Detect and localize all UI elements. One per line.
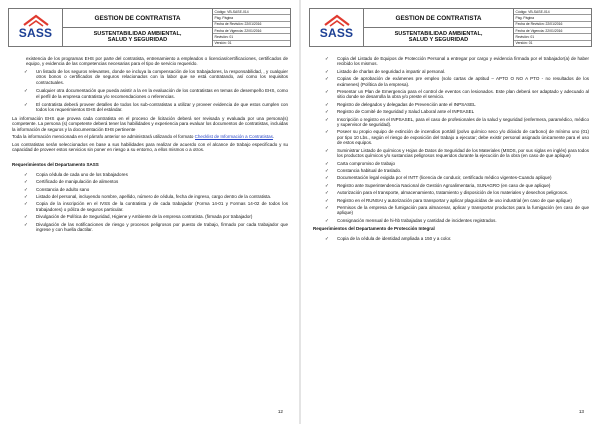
list-item: ✓ Registro ante Superintendencia Nacional de Gestión Agroalimentaria, SUNAGRO (en caso de que aplique) (325, 182, 551, 188)
list-item: ✓ Constancia habitual de traslado. (325, 167, 402, 173)
page-body (313, 56, 589, 243)
list-item: ✓ Listado de charlas de seguridad a impartir al personal. (325, 68, 446, 74)
bullet-list (12, 69, 288, 113)
header-title: GESTION DE CONTRATISTA (364, 9, 513, 28)
company-logo (9, 9, 63, 46)
check-icon: ✓ (325, 116, 329, 122)
check-icon: ✓ (325, 217, 329, 223)
list-item: ✓ Divulgación de las notificaciones de riesgo y procesos peligrosos por puesto de trabajo, firmado por cada trabajador que ingrese y con huella dactilar. (24, 221, 288, 233)
list-item: ✓ El contratista deberá proveer detalles de todos los sub-contratistas a utilizar y proveer evidencia de que estos cumplen con todos los requerimientos EHS del estándar. (24, 102, 288, 113)
list-item: ✓ Registro de delegados y delegadas de Prevención ante el INPSASEL (325, 101, 476, 107)
check-icon: ✓ (325, 175, 329, 181)
meta-revision: Revisión: 01 (213, 34, 290, 40)
meta-code: Código: VB-SASE-014 (213, 9, 290, 15)
meta-validity-date: Fecha de Vigencia: 22/01/2016 (514, 28, 591, 34)
check-icon: ✓ (325, 182, 329, 188)
check-icon: ✓ (325, 167, 329, 173)
bullet-list (12, 172, 288, 233)
list-item: ✓ Certificado de manipulación de alimentos (24, 179, 119, 185)
list-item: ✓ Presentar un Plan de Emergencia para el control de eventos con lesionados. Este plan deberá ser adaptado y adecuado al sitio donde se desarrolla la obra y/o preste el servicio. (325, 89, 589, 100)
list-item: ✓ Carta compromiso de trabajo (325, 160, 396, 166)
check-icon: ✓ (325, 204, 329, 210)
paragraph: La información EHS que provea cada contratista en el proceso de licitación deberá ser revisada y evaluada por una persona(s) competente. La persona (s) competente deberá tener las habilidades y experiencia para evaluar los documentos de contratistas, incluidas la información de seguros y la documentación EHS pertinente (12, 115, 288, 132)
header-title: GESTION DE CONTRATISTA (63, 9, 212, 28)
list-item: ✓ Registro en el RUNSAI y autorización para transportar y aplicar plaguicidas de uso industrial (en caso de que aplique) (325, 197, 572, 203)
list-item: ✓ Divulgación de Política de Seguridad, Higiene y Ambiente de la empresa contratista. (firmada por trabajador) (24, 214, 253, 220)
check-icon: ✓ (325, 190, 329, 196)
list-item: ✓ Poseer su propio equipo de extinción de incendios portátil (polvo químico seco y/o dióxido de carbono) de mínimo uno (01) por tipo 10 Lbs., según el riesgo de exposición del trabajo a ejecutar; debe existir personal asignado únicamente para el uso de estos equipos. (325, 129, 589, 146)
bullet-list (313, 56, 589, 223)
section-title: Requerimientos del Departamento de Protección Integral (313, 226, 435, 232)
check-icon: ✓ (24, 186, 28, 192)
check-icon: ✓ (325, 101, 329, 107)
list-item: ✓ Constancia de adulto sano (24, 186, 90, 192)
header-subtitle: SUSTENTABILIDAD AMBIENTAL, SALUD Y SEGURIDAD (394, 30, 483, 43)
list-item: ✓ Listado del personal, incluyendo nombre, apellido, número de cédula, fecha de ingreso, cargo dentro de la contratista. (24, 194, 272, 199)
meta-code: Código: VB-SASE-014 (514, 9, 591, 15)
meta-revision-date: Fecha de Revisión: 22/01/2016 (213, 22, 290, 28)
page-header (309, 8, 592, 47)
paragraph: Toda la información mencionada en el párrafo anterior se administrará utilizando el formato Checklist de Información a Contratistas. (12, 134, 275, 140)
logo-text: SASS (319, 26, 354, 40)
check-icon: ✓ (325, 160, 329, 166)
list-item: ✓ Cualquier otra documentación que pueda asistir a la en la evaluación de los contratistas en temas de desempeño EHS, como el perfil de la empresa contratista y/o recomendaciones o referencias. (24, 88, 288, 99)
paragraph: existencia de los programas EHS por parte del contratista, entrenamiento a empleados o licencias/certificaciones, certificados de equipo, y evidencia de las competencias necesarias para el tipo de servicio requerido. (26, 56, 288, 67)
check-icon: ✓ (325, 89, 329, 95)
check-icon: ✓ (325, 235, 329, 241)
list-item: ✓ Copia de la cédula de identidad ampliada a 150 y a color. (325, 235, 452, 241)
check-icon: ✓ (325, 147, 329, 153)
meta-revision: Revisión: 01 (514, 34, 591, 40)
check-icon: ✓ (24, 214, 28, 220)
list-item: ✓ Copias de aprobación de exámenes pre empleo (solo cartas de aptitud – APTO O NO A PTO - no resultados de los exámenes) (Política de la empresa). (325, 76, 589, 87)
company-logo (310, 9, 364, 46)
list-item: ✓ Copia cédula de cada uno de los trabajadores (24, 171, 128, 177)
list-item: ✓ Un listado de los seguros relevantes, donde se incluya la compensación de los trabajadores, la responsabilidad, , y cualquier otros bonos o certificados de seguros relacionados con la labor que se está contratando, así como los requisitos contractuales. (24, 68, 288, 85)
list-item: ✓ Consignación mensual de hi-hb trabajadas y cantidad de incidentes registrados. (325, 217, 497, 223)
page-number: 13 (578, 409, 584, 414)
bullet-list (313, 236, 589, 241)
document-page-right (301, 0, 600, 424)
document-page-left (0, 0, 299, 424)
header-meta (514, 9, 591, 46)
header-subtitle: SUSTENTABILIDAD AMBIENTAL, SALUD Y SEGURIDAD (93, 30, 182, 43)
check-icon: ✓ (325, 129, 329, 135)
list-item: ✓ Copia del Listado de Equipos de Protección Personal a entregar por cargo y evidencia firmada por el trabajador(a) de haber recibido los mismos. (325, 56, 589, 67)
section-title: Requerimientos del Departamento SASS (12, 162, 99, 168)
paragraph: Los contratistas serán seleccionados en base a sus habilidades para realizar de acuerdo con el alcance de trabajo especificado y su capacidad de proveer estos servicios sin poner en riesgo a su entorno, a ellos mismos o a otros. (12, 141, 288, 152)
check-icon: ✓ (24, 68, 28, 74)
meta-version: Versión: 01 (214, 41, 232, 46)
meta-page: Pág. Página (213, 15, 290, 21)
list-item: ✓ Copia de la inscripción en el IVSS de la contratista y de cada trabajador (Forma 14-01 y Formas 14-02 de todos los trabajadores) o póliza de seguros particular. (24, 201, 288, 212)
check-icon: ✓ (24, 102, 28, 108)
header-meta (213, 9, 290, 46)
check-icon: ✓ (24, 201, 28, 207)
check-icon: ✓ (325, 197, 329, 203)
check-icon: ✓ (24, 221, 28, 227)
check-icon: ✓ (325, 56, 329, 61)
check-icon: ✓ (24, 88, 28, 94)
check-icon: ✓ (325, 76, 329, 82)
list-item: ✓ Autorización para el transporte, almacenamiento, tratamiento y disposición de los materiales y desechos peligrosos. (325, 190, 569, 196)
logo-text: SASS (18, 26, 53, 40)
check-icon: ✓ (24, 194, 28, 199)
check-icon: ✓ (325, 68, 329, 74)
list-item: ✓ Suministrar Listado de químicos y Hojas de Datos de Seguridad de los Materiales (MSDS, por sus siglas en inglés) para todos los productos químicos y/o sustancias peligrosos requeridos durante la ejecución de la obra (en caso de que aplique) (325, 147, 589, 159)
checklist-link[interactable]: Checklist de Información a Contratistas (194, 134, 273, 140)
meta-revision-date: Fecha de Revisión: 22/01/2016 (514, 22, 591, 28)
meta-version: Versión: 01 (515, 41, 533, 46)
page-body (12, 56, 288, 234)
meta-validity-date: Fecha de Vigencia: 22/01/2016 (213, 28, 290, 34)
page-number: 12 (277, 409, 283, 414)
meta-page: Pág. Página (514, 15, 591, 21)
list-item: ✓ Permisos de la empresa de fumigación para almacenar, aplicar y transportar productos para la fumigación (en caso de que aplique) (325, 204, 589, 216)
list-item: ✓ Documentación legal exigida por el INTT (licencia de conducir, certificado médico vigentes-Cuando aplique) (325, 175, 552, 181)
check-icon: ✓ (24, 179, 28, 185)
page-header (8, 8, 291, 47)
check-icon: ✓ (325, 109, 329, 115)
list-item: ✓ Registro de Comité de Seguridad y Salud Laboral ante el INPSASEL (325, 109, 475, 115)
check-icon: ✓ (24, 171, 28, 177)
list-item: ✓ Inscripción o registro en el INPSASEL, para el caso de profesionales de la salud y seguridad (enfermera, paramédico, médico y supervisor de seguridad). (325, 116, 589, 128)
